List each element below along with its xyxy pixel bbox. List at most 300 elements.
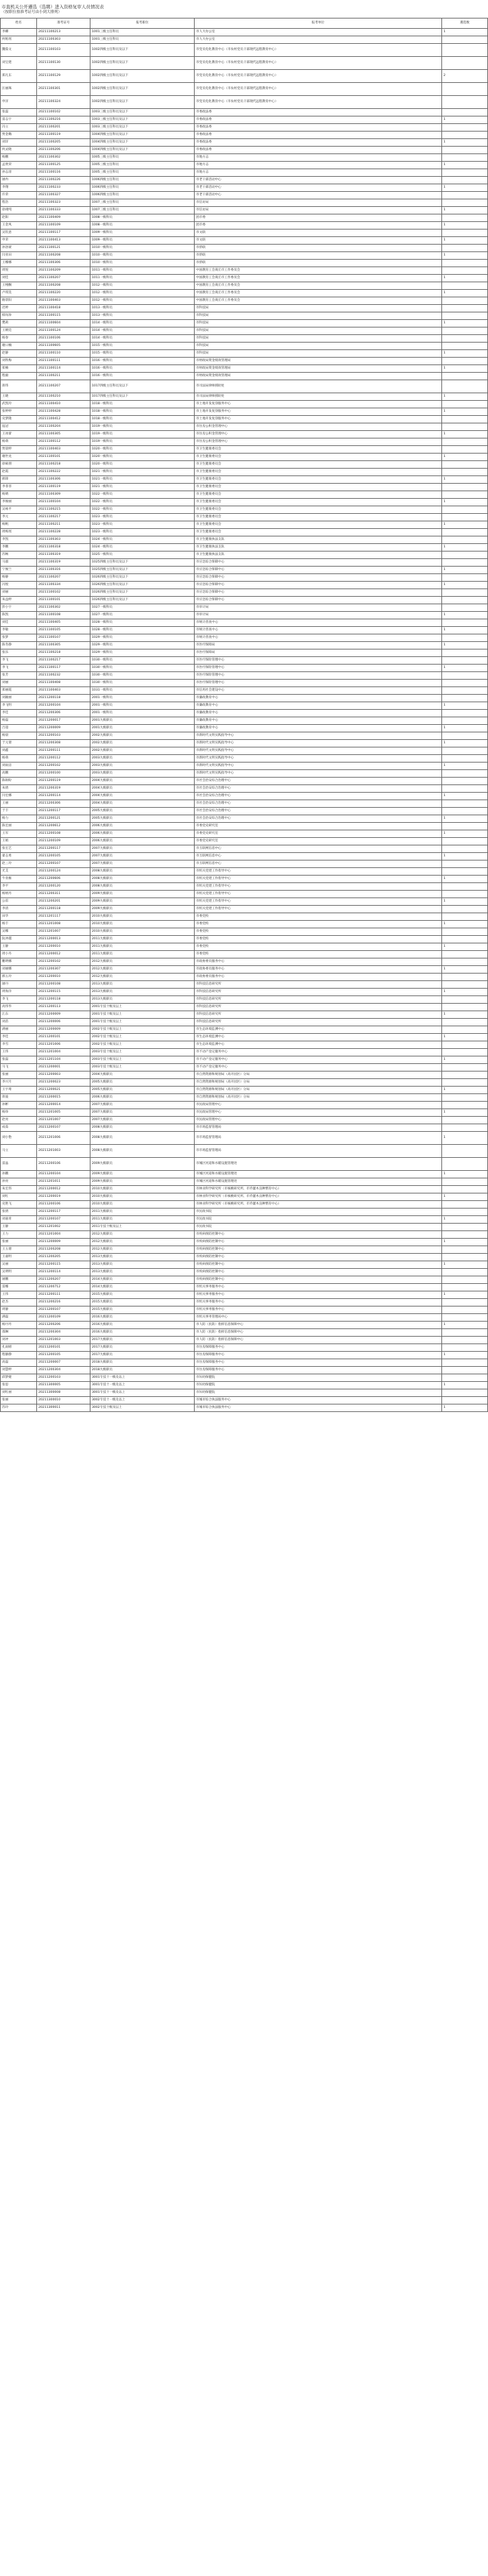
table-row [1, 184, 488, 192]
cell-count [442, 57, 488, 70]
cell-unit: 市委党校 [195, 921, 442, 928]
cell-unit: 市卫生健康委员会 [195, 461, 442, 469]
cell-count [442, 1329, 488, 1337]
cell-position: 1031一级科员 [90, 687, 195, 695]
cell-unit: 市医疗保险管理中心 [195, 657, 442, 665]
cell-name: 马飞 [1, 1064, 37, 1072]
cell-position: 1021一级科员 [90, 484, 195, 491]
cell-unit: 市委党校 [195, 951, 442, 958]
cell-name: 赵亮 [1, 1117, 37, 1124]
table-row [1, 642, 488, 649]
cell-unit: 市老干部活动中心 [195, 192, 442, 199]
cell-unit: 市新时代文明实践指导中心 [195, 770, 442, 778]
cell-count: 1 [442, 393, 488, 401]
header-unit: 报考单位 [195, 18, 442, 29]
cell-exam-id: 20211100319 [37, 552, 90, 559]
cell-unit: 市新时代文明实践指导中心 [195, 732, 442, 740]
cell-position: 2002专技十级及以上 [90, 1041, 195, 1049]
cell-unit: 市民政局管理中心 [195, 1109, 442, 1117]
cell-name: 彭小宇 [1, 604, 37, 612]
cell-unit: 市委党校 [195, 928, 442, 936]
cell-count [442, 1284, 488, 1291]
cell-name: 刘红 [1, 1193, 37, 1201]
cell-position: 2009九级职员 [90, 891, 195, 898]
cell-exam-id: 20211200206 [37, 1322, 90, 1329]
cell-count [442, 380, 488, 393]
cell-unit: 市政协委员服务中心 [195, 966, 442, 974]
table-row [1, 853, 488, 860]
cell-position: 1023一级科员 [90, 529, 195, 536]
cell-unit: 市侨联 [195, 245, 442, 252]
cell-unit: 市审计局 [195, 612, 442, 619]
cell-name: 王宇琦 [1, 1087, 37, 1094]
cell-count [442, 373, 488, 380]
cell-name: 周悦 [1, 267, 37, 275]
table-row [1, 838, 488, 845]
cell-count [442, 597, 488, 604]
table-row [1, 906, 488, 913]
cell-count [442, 469, 488, 476]
table-row [1, 1231, 488, 1239]
cell-position: 2005九级职员 [90, 1079, 195, 1087]
cell-count: 1 [442, 1171, 488, 1178]
table-row [1, 536, 488, 544]
cell-count: 1 [442, 876, 488, 883]
table-row [1, 815, 488, 823]
cell-count [442, 951, 488, 958]
cell-position: 2004九级职员 [90, 785, 195, 793]
cell-unit: 市委政法委 [195, 116, 442, 124]
cell-exam-id: 20211100209 [37, 267, 90, 275]
table-row [1, 245, 488, 252]
cell-count [442, 559, 488, 567]
cell-unit: 市新时代文明实践指导中心 [195, 763, 442, 770]
table-row [1, 116, 488, 124]
cell-exam-id: 20211200108 [37, 981, 90, 989]
cell-unit: 市卫生健康委员会 [195, 484, 442, 491]
cell-position: 1028一级科员 [90, 619, 195, 627]
cell-name: 李飞 [1, 657, 37, 665]
cell-exam-id: 20211100410 [37, 401, 90, 408]
header-position: 报考职位 [90, 18, 195, 29]
cell-unit: 市卫生健康执法支队 [195, 552, 442, 559]
cell-position: 2001九级职员 [90, 717, 195, 725]
cell-position: 2006九级职员 [90, 823, 195, 830]
cell-unit: 市互联网信息中心 [195, 845, 442, 853]
cell-count [442, 214, 488, 222]
cell-position: 2011九级职员 [90, 1216, 195, 1224]
table-row [1, 230, 488, 237]
table-row [1, 974, 488, 981]
table-row [1, 1382, 488, 1389]
cell-position: 2008九级职员 [90, 868, 195, 876]
cell-unit: 市住房保障服务中心 [195, 1344, 442, 1352]
table-row [1, 1026, 488, 1034]
cell-exam-id: 20211100130 [37, 57, 90, 70]
table-row [1, 297, 488, 305]
table-row [1, 868, 488, 876]
cell-exam-id: 20211200106 [37, 1201, 90, 1209]
table-row [1, 1246, 488, 1254]
cell-unit: 市住房公积金管理中心 [195, 423, 442, 431]
cell-name: 武凯玲 [1, 401, 37, 408]
cell-count [442, 657, 488, 665]
cell-exam-id: 20211100119 [37, 132, 90, 139]
cell-name: 王静 [1, 943, 37, 951]
document-header [0, 0, 488, 16]
table-row [1, 883, 488, 891]
cell-name: 赵静 [1, 350, 37, 358]
cell-name: 田华 [1, 913, 37, 921]
cell-count: 1 [442, 1109, 488, 1117]
cell-name: 王冰蕾 [1, 431, 37, 438]
cell-unit: 中国教育工会商丘市工作委员会 [195, 267, 442, 275]
cell-position: 2011九级职员 [90, 1209, 195, 1216]
cell-position: 1015一级科员 [90, 343, 195, 350]
cell-exam-id: 20211100115 [37, 312, 90, 320]
cell-name: 汪丽珠 [1, 83, 37, 96]
table-row [1, 1041, 488, 1049]
cell-count [442, 1186, 488, 1193]
table-row [1, 1132, 488, 1145]
table-row [1, 469, 488, 476]
cell-position: 2005九级职员 [90, 815, 195, 823]
cell-position: 1002四级主任科员及以下 [90, 44, 195, 57]
table-row [1, 207, 488, 214]
table-row [1, 943, 488, 951]
cell-unit: 市机关事务服务中心 [195, 1291, 442, 1299]
table-row [1, 702, 488, 710]
cell-count [442, 710, 488, 717]
cell-exam-id: 20211100101 [37, 454, 90, 461]
cell-unit: 市城区河道和水暖设施管理处 [195, 1171, 442, 1178]
cell-name: 杨婧 [1, 491, 37, 499]
cell-exam-id: 20211200021 [37, 1087, 90, 1094]
cell-position: 2010九级职员 [90, 1186, 195, 1193]
cell-unit: 市司法局律师援助处 [195, 393, 442, 401]
cell-position: 1012一级科员 [90, 297, 195, 305]
cell-exam-id: 20211200712 [37, 1284, 90, 1291]
cell-name: 屠冉 [1, 177, 37, 184]
cell-count [442, 44, 488, 57]
cell-count [442, 1102, 488, 1109]
cell-name: 程浩 [1, 199, 37, 207]
cell-name: 刘鑫 [1, 747, 37, 755]
cell-position: 2009九级职员 [90, 1171, 195, 1178]
cell-name: 王朝廷 [1, 327, 37, 335]
cell-position: 2008九级职员 [90, 1124, 195, 1132]
table-row [1, 823, 488, 830]
cell-exam-id: 20211201004 [37, 1231, 90, 1239]
cell-name: 王栩酮 [1, 282, 37, 290]
cell-name: 王力 [1, 1231, 37, 1239]
cell-name: 雷志宇 [1, 116, 37, 124]
cell-name: 王晓 [1, 393, 37, 401]
cell-count [442, 312, 488, 320]
cell-unit: 市卫生健康委员会 [195, 446, 442, 454]
cell-unit: 市司法局律师援助处 [195, 380, 442, 393]
table-row [1, 755, 488, 763]
cell-exam-id: 20211200612 [37, 823, 90, 830]
table-row [1, 552, 488, 559]
table-row [1, 275, 488, 282]
cell-exam-id: 20211200009 [37, 1011, 90, 1019]
cell-position: 2004九级职员 [90, 1072, 195, 1079]
cell-name: 路景阳 [1, 297, 37, 305]
cell-unit: 市廉政教育中心 [195, 702, 442, 710]
cell-count [442, 327, 488, 335]
cell-name: 公雷 [1, 898, 37, 906]
cell-unit: 市机关事务服务中心 [195, 1299, 442, 1306]
cell-exam-id: 20211100428 [37, 408, 90, 416]
cell-position: 2005九级职员 [90, 808, 195, 815]
cell-count [442, 491, 488, 499]
cell-exam-id: 20211100405 [37, 619, 90, 627]
cell-exam-id: 20211200003 [37, 1072, 90, 1079]
cell-exam-id: 20211200124 [37, 868, 90, 876]
table-row [1, 1254, 488, 1261]
cell-unit: 市信访局 [195, 207, 442, 214]
cell-count [442, 1397, 488, 1404]
cell-count: 1 [442, 350, 488, 358]
cell-name: 朱倩 [1, 785, 37, 793]
cell-unit: 市委党史研究室 [195, 830, 442, 838]
cell-name: 成茹 [1, 1124, 37, 1132]
cell-exam-id: 20211100129 [37, 70, 90, 83]
cell-name: 冯悦 [1, 582, 37, 589]
table-row [1, 514, 488, 521]
cell-exam-id: 20211201003 [37, 1337, 90, 1344]
cell-unit: 市医疗保险管理中心 [195, 680, 442, 687]
cell-count: 1 [442, 627, 488, 634]
cell-unit: 市土地开发复垦服务中心 [195, 416, 442, 423]
cell-unit: 市生态环境监测中心 [195, 1034, 442, 1041]
cell-count [442, 778, 488, 785]
cell-unit: 市科技信息研究所 [195, 996, 442, 1004]
cell-count [442, 1306, 488, 1314]
cell-position: 3001专技十一级及以上 [90, 1382, 195, 1389]
cell-exam-id: 20211100205 [37, 139, 90, 147]
cell-unit: 市生态环境监测中心 [195, 1041, 442, 1049]
cell-name: 李飞 [1, 665, 37, 672]
table-row [1, 132, 488, 139]
cell-unit: 市自然资源和规划局（高开园区）分局 [195, 1087, 442, 1094]
cell-position: 2018九级职员 [90, 1359, 195, 1367]
table-row [1, 267, 488, 275]
cell-position: 2011九级职员 [90, 936, 195, 943]
cell-exam-id: 20211200103 [37, 732, 90, 740]
table-row [1, 416, 488, 423]
cell-unit: 市互联网信息中心 [195, 853, 442, 860]
cell-exam-id: 20211100215 [37, 506, 90, 514]
table-row [1, 1337, 488, 1344]
cell-count [442, 1124, 488, 1132]
cell-position: 2009九级职员 [90, 1178, 195, 1186]
cell-unit: 市民政局管理中心 [195, 1102, 442, 1109]
cell-count [442, 438, 488, 446]
cell-exam-id: 20211200007 [37, 1359, 90, 1367]
table-row [1, 124, 488, 132]
cell-unit: 市委党史研究室 [195, 838, 442, 845]
cell-count [442, 1314, 488, 1322]
table-row [1, 393, 488, 401]
cell-position: 2004九级职员 [90, 778, 195, 785]
cell-count: 1 [442, 725, 488, 732]
cell-name: 李卿 [1, 29, 37, 36]
table-row [1, 1049, 488, 1056]
cell-position: 2001专技十级及以上 [90, 1011, 195, 1019]
cell-name: 张乐 [1, 649, 37, 657]
cell-count: 1 [442, 966, 488, 974]
cell-name: 李凯 [1, 536, 37, 544]
cell-name: 杨萌 [1, 755, 37, 763]
cell-position: 1028一级科员 [90, 627, 195, 634]
cell-position: 2007九级职员 [90, 1102, 195, 1109]
cell-unit: 市科技信息研究所 [195, 989, 442, 996]
cell-count [442, 906, 488, 913]
cell-position: 2003专技十级及以上 [90, 1049, 195, 1056]
cell-position: 1004四级主任科员及以下 [90, 139, 195, 147]
table-row [1, 740, 488, 747]
cell-exam-id: 20211300010 [37, 1397, 90, 1404]
cell-position: 1010一级科员 [90, 260, 195, 267]
table-row [1, 476, 488, 484]
cell-position: 2004九级职员 [90, 793, 195, 800]
cell-unit: 市住房保障服务中心 [195, 1367, 442, 1374]
table-row [1, 597, 488, 604]
table-row [1, 1004, 488, 1011]
table-row [1, 672, 488, 680]
cell-count: 1 [442, 320, 488, 327]
cell-count [442, 1094, 488, 1102]
cell-unit: 市机关党建工作指导中心 [195, 906, 442, 913]
cell-name: 程静静 [1, 1352, 37, 1359]
cell-unit: 市医疗保障局 [195, 649, 442, 657]
cell-name: 申荣 [1, 237, 37, 245]
cell-name: 赵霞 [1, 469, 37, 476]
cell-unit: 市城区河道和水暖设施管理处 [195, 1178, 442, 1186]
cell-unit: 中国教育工会商丘市工作委员会 [195, 275, 442, 282]
table-row [1, 162, 488, 169]
cell-exam-id: 20211300011 [37, 1404, 90, 1412]
cell-exam-id: 20211100222 [37, 469, 90, 476]
cell-position: 2001一级科员 [90, 702, 195, 710]
table-row [1, 1011, 488, 1019]
cell-count [442, 868, 488, 876]
cell-exam-id: 20211201006 [37, 1132, 90, 1145]
table-row [1, 989, 488, 996]
cell-exam-id: 20211200307 [37, 966, 90, 974]
cell-name: 陈冬静 [1, 642, 37, 649]
cell-count [442, 672, 488, 680]
cell-position: 1020一级科员 [90, 454, 195, 461]
cell-count [442, 109, 488, 116]
cell-unit: 市自然资源和规划局（高开园区）分局 [195, 1079, 442, 1087]
cell-position: 1022一级科员 [90, 506, 195, 514]
cell-count [442, 124, 488, 132]
cell-unit: 市医疗保险管理中心 [195, 672, 442, 680]
cell-unit: 市机关党建工作指导中心 [195, 898, 442, 906]
table-row [1, 928, 488, 936]
cell-count: 1 [442, 521, 488, 529]
cell-exam-id: 20211100201 [37, 124, 90, 132]
cell-name: 李佳 [1, 710, 37, 717]
cell-name: 贾晨婷 [1, 446, 37, 454]
cell-name: 蒋波 [1, 1094, 37, 1102]
cell-name: 韩岚珍 [1, 312, 37, 320]
cell-position: 2003九级职员 [90, 755, 195, 763]
table-row [1, 290, 488, 297]
cell-count [442, 800, 488, 808]
cell-exam-id: 20211200114 [37, 1269, 90, 1276]
table-row [1, 1186, 488, 1193]
cell-position: 1006四级主任科员 [90, 177, 195, 184]
cell-position: 1002四级主任科员及以下 [90, 96, 195, 109]
cell-exam-id: 20211200107 [37, 1216, 90, 1224]
cell-position: 1025一级科员 [90, 552, 195, 559]
cell-count [442, 1209, 488, 1216]
cell-position: 2001专技十级及以上 [90, 1019, 195, 1026]
cell-position: 1012一级科员 [90, 282, 195, 290]
table-row [1, 1087, 488, 1094]
cell-unit: 市党员电化教育中心（市农村党员干部现代远程教育中心） [195, 83, 442, 96]
table-row [1, 763, 488, 770]
table-row [1, 365, 488, 373]
cell-unit: 市科技局 [195, 320, 442, 327]
table-row [1, 192, 488, 199]
cell-count [442, 335, 488, 343]
cell-name: 杨力 [1, 815, 37, 823]
cell-count [442, 1201, 488, 1209]
cell-name: 朱益婷 [1, 597, 37, 604]
cell-count: 1 [442, 408, 488, 416]
cell-exam-id: 20211100303 [37, 536, 90, 544]
cell-exam-id: 20211100226 [37, 177, 90, 184]
cell-name: 王娜娜 [1, 260, 37, 267]
table-row [1, 1314, 488, 1322]
cell-unit: 市党员电化教育中心（市农村党员干部现代远程教育中心） [195, 57, 442, 70]
cell-name: 于丰 [1, 808, 37, 815]
cell-name: 苏玲 [1, 1404, 37, 1412]
cell-name: 王静 [1, 1224, 37, 1231]
cell-name: 屠丹 [1, 981, 37, 989]
cell-name: 杨丹丹 [1, 1322, 37, 1329]
cell-position: 2017九级职员 [90, 1352, 195, 1359]
cell-unit: 市应急综合保障中心 [195, 574, 442, 582]
cell-position: 1030一级科员 [90, 665, 195, 672]
cell-name: 李鹏 [1, 544, 37, 552]
cell-position: 1003三级主任科员及以下 [90, 124, 195, 132]
cell-exam-id: 20211100309 [37, 491, 90, 499]
table-row [1, 1079, 488, 1087]
table-row [1, 282, 488, 290]
cell-exam-id: 20211200111 [37, 1291, 90, 1299]
cell-position: 2008九级职员 [90, 1145, 195, 1158]
table-row [1, 619, 488, 627]
cell-exam-id: 20211200012 [37, 1186, 90, 1193]
cell-position: 1029一级科员 [90, 634, 195, 642]
cell-unit: 市地方志 [195, 169, 442, 177]
table-row [1, 36, 488, 44]
cell-count [442, 1004, 488, 1011]
cell-count: 1 [442, 1193, 488, 1201]
cell-exam-id: 20211100334 [37, 582, 90, 589]
cell-name: 许荣 [1, 192, 37, 199]
cell-name: 阮冲越 [1, 936, 37, 943]
table-row [1, 327, 488, 335]
cell-count [442, 574, 488, 582]
table-row [1, 491, 488, 499]
